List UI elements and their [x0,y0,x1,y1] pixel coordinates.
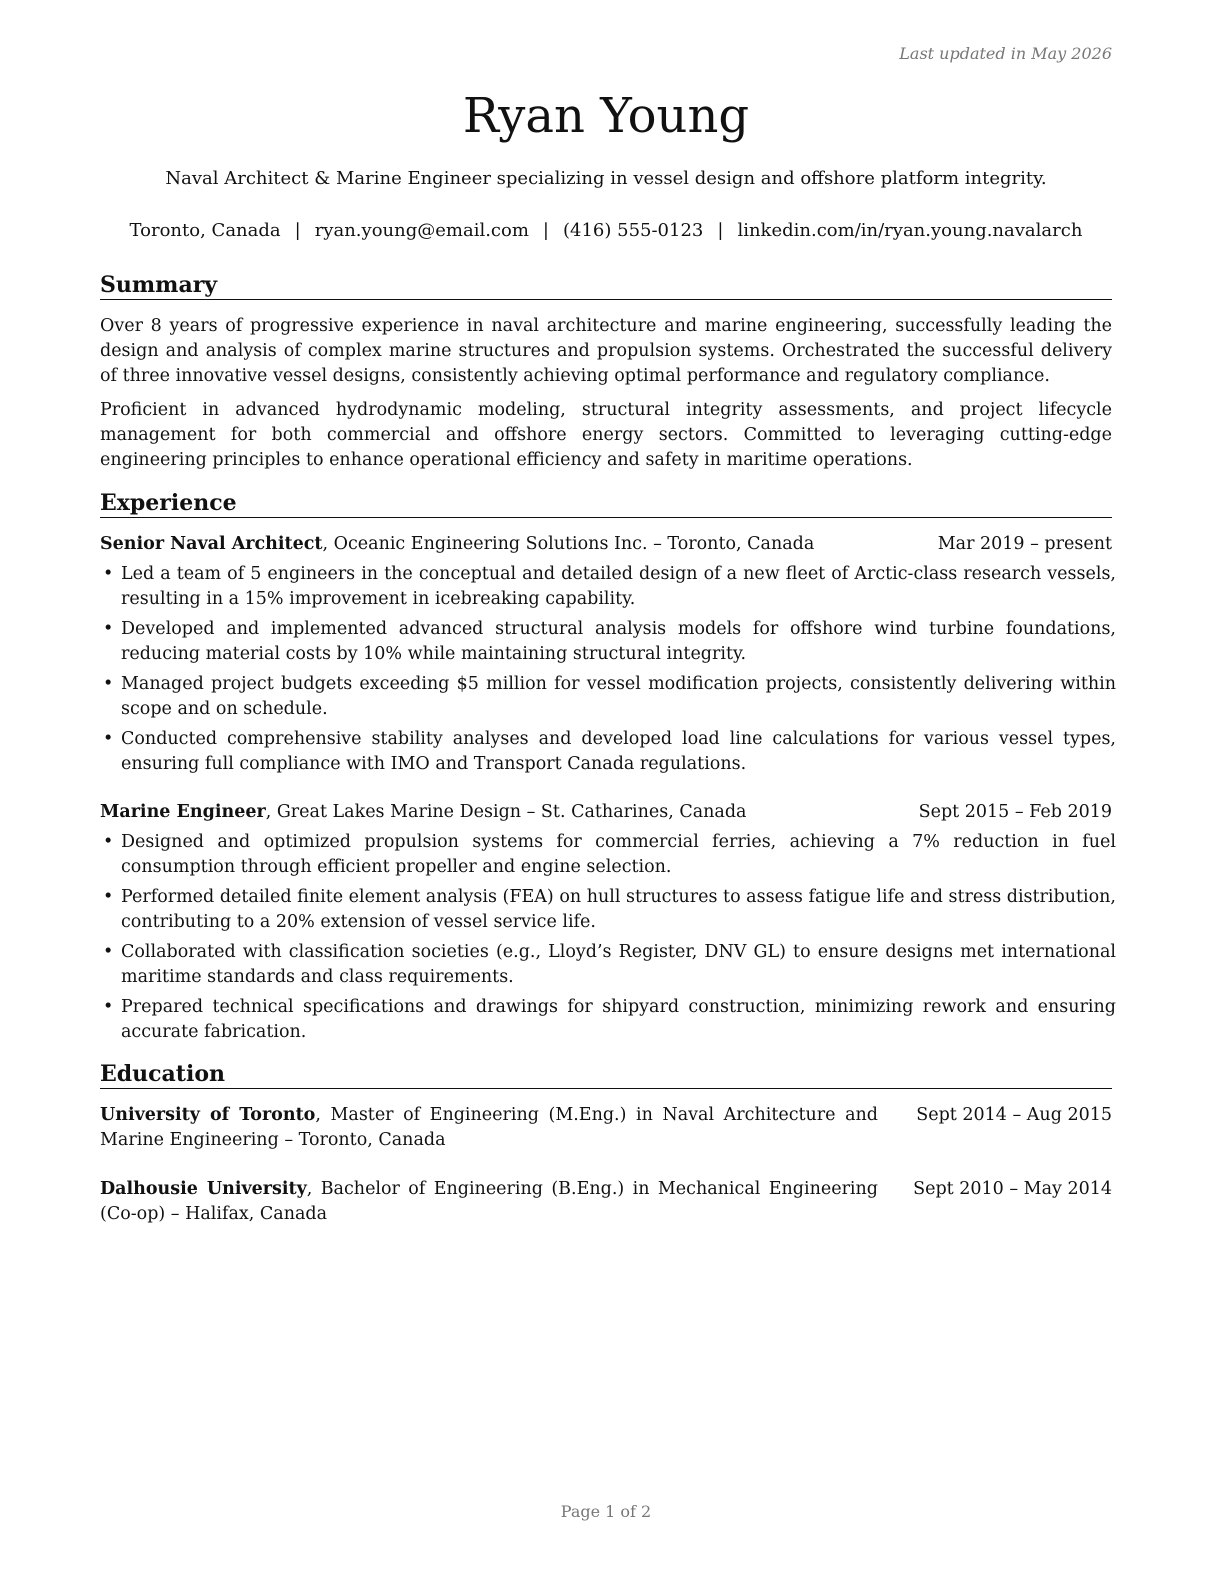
summary-paragraph-2: Proficient in advanced hydrodynamic modeling, structural integrity assessments, and project lifecycle management for both commercial and offshore energy sectors. Committed to leveraging cutting-edge engineering principles to enhance operational efficiency and safety in maritime operations. [100,400,1112,470]
contact-location: Toronto, Canada [129,220,281,241]
job-header-1 [100,532,1112,557]
bullet-dot: • [103,887,114,907]
bullet-dot: • [103,674,114,694]
contact-separator: | [542,220,549,241]
list-item: • Led a team of 5 engineers in the conceptual and detailed design of a new fleet of Arctic-class research vessels, resulting in a 15% improvement in icebreaking capability. [103,564,1116,609]
degree-detail: , Master of Engineering (M.Eng.) in Naval Architecture and Marine Engineering – Toronto, Canada [100,1105,878,1150]
contact-email[interactable]: ryan.young@email.com [314,220,529,241]
bullet-dot: • [103,564,114,584]
list-item: • Performed detailed finite element analysis (FEA) on hull structures to assess fatigue life and stress distribution, contributing to a 20% extension of vessel service life. [103,887,1116,932]
job-header-2 [100,800,1112,825]
job-role: Marine Engineer [100,802,266,822]
list-item: • Conducted comprehensive stability analyses and developed load line calculations for various vessel types, ensuring full compliance with IMO and Transport Canada regulations. [103,729,1116,774]
contact-separator: | [294,220,301,241]
contact-line [100,219,1112,243]
tagline: Naval Architect & Marine Engineer specializing in vessel design and offshore platform integrity. [165,168,1047,189]
job-organization: , Oceanic Engineering Solutions Inc. – Toronto, Canada [322,534,815,554]
bullet-dot: • [103,729,114,749]
last-updated-note: Last updated in May 2026 [899,44,1112,63]
bullet-dot: • [103,832,114,852]
contact-phone[interactable]: (416) 555-0123 [563,220,704,241]
job-role: Senior Naval Architect [100,534,323,554]
list-item: • Collaborated with classification societies (e.g., Lloyd’s Register, DNV GL) to ensure designs met international maritime standards and class requirements. [103,942,1116,987]
education-dates: Sept 2014 – Aug 2015 [916,1105,1112,1125]
contact-separator: | [717,220,724,241]
education-entry-1 [100,1103,1112,1153]
summary-paragraph-1: Over 8 years of progressive experience in naval architecture and marine engineering, successfully leading the design and analysis of complex marine structures and propulsion systems. Orchestrated the successful delivery of three innovative vessel designs, consistently achieving optimal performance and regulatory compliance. [100,316,1112,386]
contact-linkedin[interactable]: linkedin.com/in/ryan.young.navalarch [737,220,1083,241]
page-number: Page 1 of 2 [560,1502,652,1521]
bullet-dot: • [103,997,114,1017]
list-item: • Managed project budgets exceeding $5 million for vessel modification projects, consistently delivering within scope and on schedule. [103,674,1116,719]
education-heading: Education [100,1060,1112,1089]
school-name: Dalhousie University [100,1179,307,1199]
list-item: • Designed and optimized propulsion systems for commercial ferries, achieving a 7% reduction in fuel consumption through efficient propeller and engine selection. [103,832,1116,877]
education-dates: Sept 2010 – May 2014 [913,1179,1112,1199]
list-item: • Developed and implemented advanced structural analysis models for offshore wind turbine foundations, reducing material costs by 10% while maintaining structural integrity. [103,619,1116,664]
school-name: University of Toronto [100,1105,316,1125]
candidate-name: Ryan Young [462,88,750,144]
resume-page [100,0,1116,1584]
degree-detail: , Bachelor of Engineering (B.Eng.) in Mechanical Engineering (Co-op) – Halifax, Canada [100,1179,879,1224]
job-2-bullets [100,830,1116,1050]
job-1-bullets [100,562,1116,782]
education-entry-2 [100,1177,1112,1227]
list-item: • Prepared technical specifications and drawings for shipyard construction, minimizing rework and ensuring accurate fabrication. [103,997,1116,1042]
job-dates: Sept 2015 – Feb 2019 [918,802,1112,822]
job-organization: , Great Lakes Marine Design – St. Catharines, Canada [265,802,747,822]
experience-heading: Experience [100,489,1112,518]
job-dates: Mar 2019 – present [937,534,1112,554]
summary-heading: Summary [100,271,1112,300]
bullet-dot: • [103,619,114,639]
bullet-dot: • [103,942,114,962]
